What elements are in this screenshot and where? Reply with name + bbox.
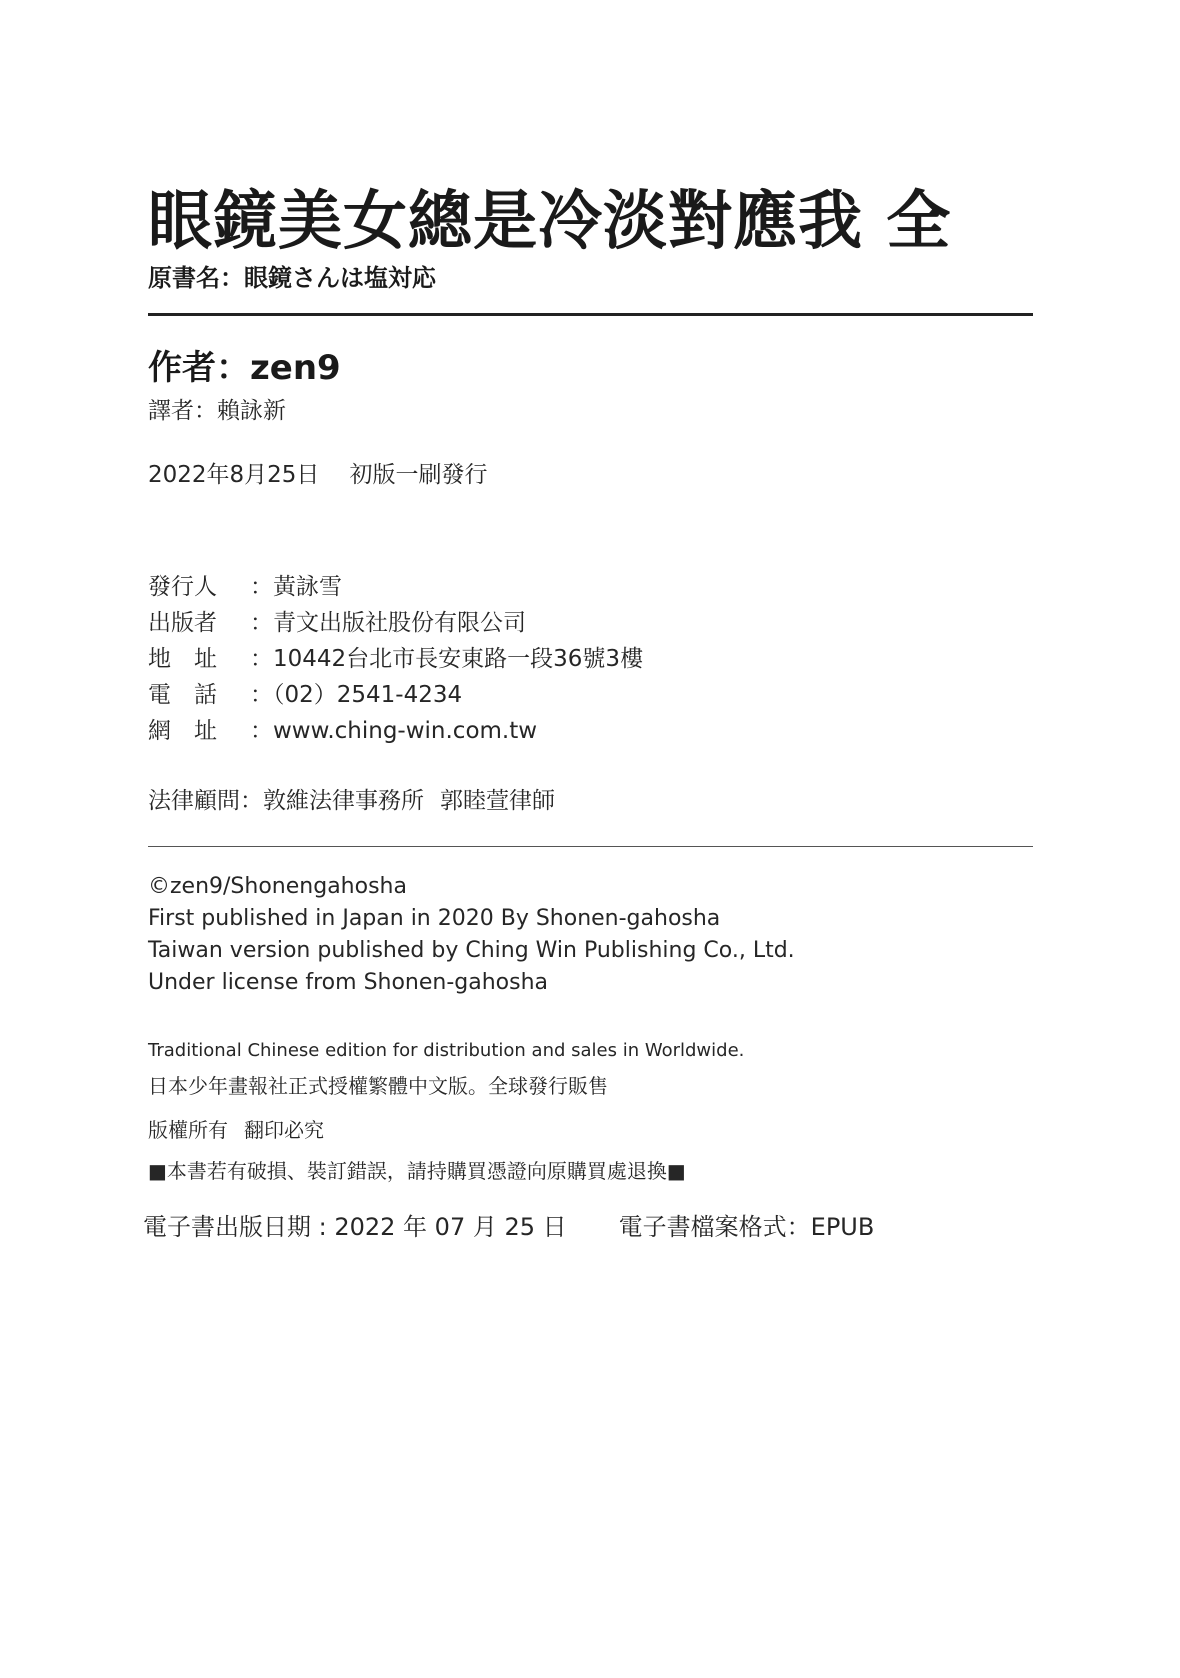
publisher-key: 網 址 (148, 718, 217, 744)
damage-notice: ■本書若有破損、裝訂錯誤，請持購買憑證向原購買處退換■ (148, 1159, 686, 1183)
rights-notice: 版權所有 翻印必究 (148, 1118, 324, 1142)
publisher-row-phone: 電 話 ：（02）2541-4234 (148, 676, 462, 709)
distribution-english: Traditional Chinese edition for distribution and sales in Worldwide. (148, 1040, 745, 1061)
original-title: 原書名：眼鏡さんは塩対応 (148, 264, 436, 292)
publisher-value: 10442台北市長安東路一段36號3樓 (273, 646, 644, 672)
ebook-info (143, 1207, 874, 1242)
edition-date: 2022年8月25日 (148, 462, 320, 488)
publisher-row-publisher: 出版者 ：青文出版社股份有限公司 (148, 604, 526, 637)
publisher-value: www.ching-win.com.tw (273, 718, 538, 744)
translator: 譯者：賴詠新 (148, 398, 286, 424)
publisher-key: 地 址 (148, 646, 217, 672)
book-title: 眼鏡美女總是冷淡對應我 全 (148, 185, 952, 259)
copyright-line: First published in Japan in 2020 By Shonen-gahosha (148, 906, 721, 931)
copyright-line: Under license from Shonen-gahosha (148, 970, 549, 995)
publisher-key: 發行人 (148, 574, 217, 600)
publisher-value: 青文出版社股份有限公司 (273, 610, 526, 636)
legal-counsel (148, 782, 555, 815)
publisher-row-issuer: 發行人 ：黃詠雪 (148, 568, 342, 601)
legal-label: 法律顧問： (148, 788, 263, 814)
legal-lawyer: 郭睦萱律師 (440, 788, 555, 814)
copyright-line: ©zen9/Shonengahosha (148, 874, 407, 899)
distribution-chinese: 日本少年畫報社正式授權繁體中文版。全球發行販售 (148, 1074, 608, 1098)
divider-thick (148, 313, 1033, 316)
publisher-row-address: 地 址 ：10442台北市長安東路一段36號3樓 (148, 640, 643, 673)
edition-note: 初版一刷發行 (349, 462, 488, 488)
ebook-format: 電子書檔案格式：EPUB (618, 1213, 875, 1241)
copyright-line: Taiwan version published by Ching Win Publishing Co., Ltd. (148, 938, 795, 963)
divider-thin (148, 846, 1033, 847)
publisher-row-website: 網 址 ：www.ching-win.com.tw (148, 712, 537, 745)
publisher-value: 黃詠雪 (273, 574, 342, 600)
edition-line (148, 456, 487, 489)
publisher-key: 電 話 (148, 682, 217, 708)
author: 作者：zen9 (148, 348, 341, 388)
publisher-key: 出版者 (148, 610, 217, 636)
legal-firm: 敦維法律事務所 (263, 788, 424, 814)
ebook-date: 電子書出版日期 : 2022 年 07 月 25 日 (143, 1213, 567, 1241)
publisher-value: （02）2541-4234 (273, 682, 463, 708)
